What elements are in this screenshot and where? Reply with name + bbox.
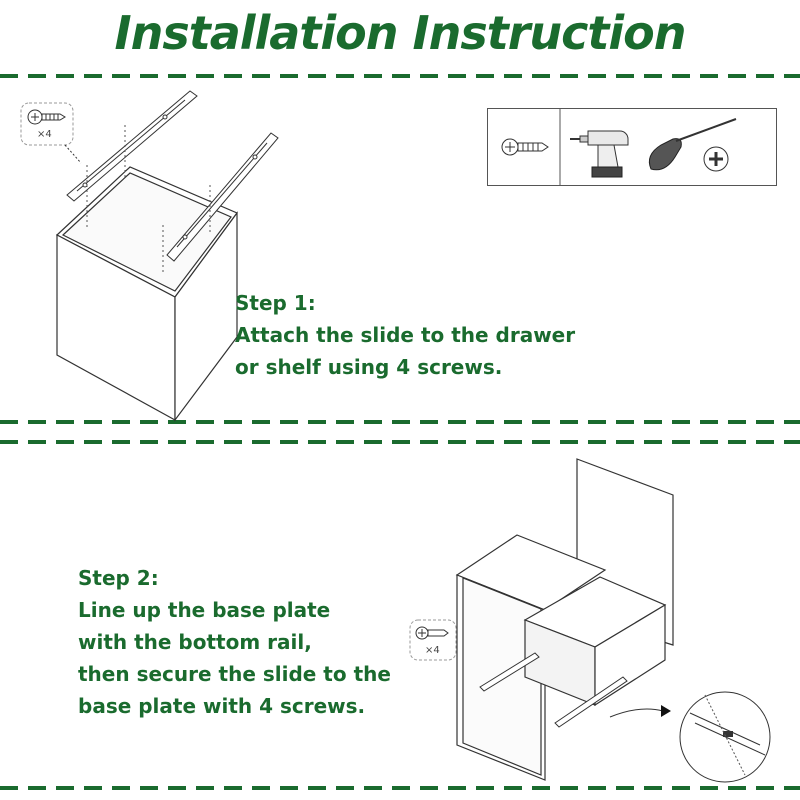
screw-callout [410, 620, 456, 660]
tools-panel [487, 108, 777, 186]
screw-icon [502, 139, 548, 155]
divider-middle-1 [0, 420, 800, 424]
detail-arrow [610, 705, 671, 717]
step2-line-2: with the bottom rail, [78, 630, 312, 654]
screw-icon [28, 110, 65, 124]
detail-zoom-circle [680, 692, 770, 782]
cabinet [457, 459, 673, 780]
step2-line-1: Line up the base plate [78, 598, 331, 622]
electric-drill-icon [570, 131, 628, 177]
step2-line-3: then secure the slide to the [78, 662, 391, 686]
step1-heading: Step 1: [235, 291, 316, 315]
screw-icon [416, 627, 448, 639]
divider-top [0, 74, 800, 78]
step2-cabinet-diagram [405, 455, 780, 785]
phillips-head-icon [704, 147, 728, 171]
step2-line-4: base plate with 4 screws. [78, 694, 366, 718]
screw-count-label: ×4 [37, 129, 52, 140]
step2-heading: Step 2: [78, 566, 159, 590]
step1-line-1: Attach the slide to the drawer [235, 323, 576, 347]
divider-middle-2 [0, 440, 800, 444]
step1-instructions [235, 287, 575, 383]
screw-count-label: ×4 [425, 645, 440, 656]
step2-instructions [78, 562, 391, 722]
screw-callout [21, 103, 81, 163]
page-title: Installation Instruction [114, 6, 686, 60]
divider-bottom [0, 786, 800, 790]
step1-line-2: or shelf using 4 screws. [235, 355, 503, 379]
